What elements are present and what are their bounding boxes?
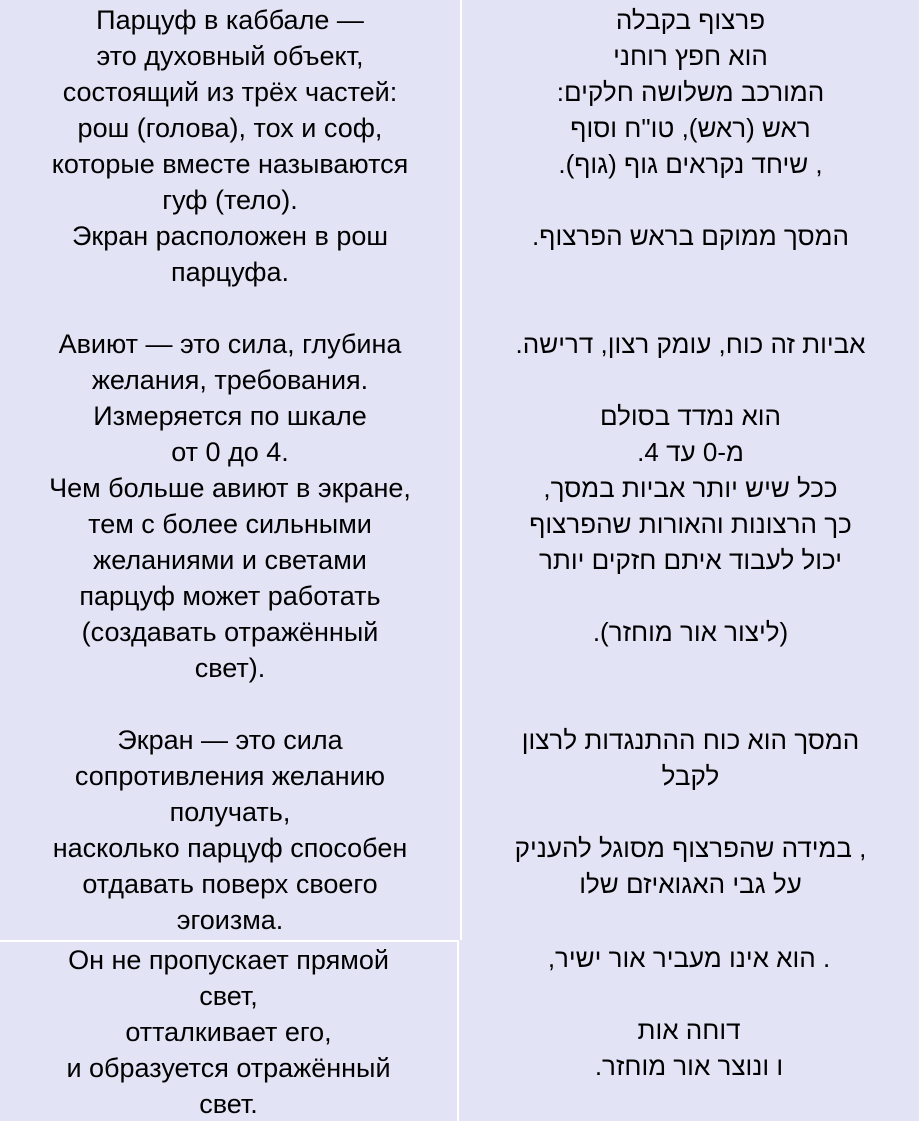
text-line: гуф (тело). xyxy=(162,185,298,215)
text-line: и образуется отражённый xyxy=(66,1053,391,1083)
text-line: לקבל xyxy=(661,761,720,791)
text-line: сопротивления желанию xyxy=(74,761,386,791)
text-line: ראש (ראש), טו"ח וסוף xyxy=(570,113,811,143)
text-line: Он не пропускает прямой xyxy=(68,945,389,975)
table-row-conclusion xyxy=(0,940,919,1121)
text-line: парцуф может работать xyxy=(79,581,381,611)
text-line: от 0 до 4. xyxy=(171,437,289,467)
text-line: הוא נמדד בסולם xyxy=(599,401,782,431)
text-line xyxy=(459,1084,919,1120)
text-line: Экран расположен в рош xyxy=(71,221,389,251)
russian-text-block xyxy=(0,2,460,938)
text-line xyxy=(462,578,919,614)
text-line xyxy=(0,290,460,326)
text-line xyxy=(459,976,919,1012)
text-line: получать, xyxy=(169,797,291,827)
text-line: свет). xyxy=(194,653,266,683)
text-line: Парцуф в каббале — xyxy=(96,5,364,35)
text-line xyxy=(462,362,919,398)
text-line: הוא חפץ רוחני xyxy=(613,41,768,71)
text-line: отталкивает его, xyxy=(125,1017,332,1047)
text-line: ו ונוצר אור מוחזר. xyxy=(594,1051,784,1081)
text-line xyxy=(462,794,919,830)
text-line: Чем больше авиют в экране, xyxy=(49,473,411,503)
text-line: Авиют — это сила, глубина xyxy=(58,329,402,359)
text-line xyxy=(462,650,919,686)
text-line: המסך הוא כוח ההתנגדות לרצון xyxy=(521,725,860,755)
text-line: отдавать поверх своего xyxy=(82,869,378,899)
text-line: рош (голова), тох и соф, xyxy=(77,113,383,143)
text-line: יכול לעבוד איתם חזקים יותר xyxy=(539,545,842,575)
hebrew-conclusion-cell xyxy=(459,940,919,1121)
text-line xyxy=(462,254,919,290)
text-line: Экран — это сила xyxy=(117,725,343,755)
text-line: מ-0 עד 4. xyxy=(637,437,744,467)
text-line: состоящий из трёх частей: xyxy=(62,77,398,107)
text-line: המסך ממוקם בראש הפרצוף. xyxy=(532,221,849,251)
text-line: эгоизма. xyxy=(176,905,284,935)
text-line xyxy=(462,902,919,938)
text-line: свет, xyxy=(199,981,258,1011)
hebrew-conclusion-block xyxy=(459,940,919,1120)
text-line: דוחה אות xyxy=(637,1015,741,1045)
text-line: כך הרצונות והאורות שהפרצוף xyxy=(529,509,852,539)
text-line: , שיחד נקראים גוף (גוף). xyxy=(558,149,823,179)
text-line: желания, требования. xyxy=(91,365,369,395)
text-line: свет. xyxy=(199,1089,258,1119)
hebrew-text-cell xyxy=(462,0,919,940)
text-line: , במידה שהפרצוף מסוגל להעניק xyxy=(514,833,867,863)
text-line: ככל שיש יותר אביות במסך, xyxy=(543,473,838,503)
text-line xyxy=(462,290,919,326)
text-line: желаниями и светами xyxy=(93,545,367,575)
text-line: насколько парцуф способен xyxy=(52,833,408,863)
russian-conclusion-cell xyxy=(0,942,457,1121)
text-line: (создавать отражённый xyxy=(81,617,379,647)
text-line: Измеряется по шкале xyxy=(93,401,367,431)
text-line xyxy=(462,182,919,218)
text-line: тем с более сильными xyxy=(88,509,372,539)
text-line: . הוא אינו מעביר אור ישיר, xyxy=(547,943,831,973)
text-line: которые вместе называются xyxy=(51,149,409,179)
hebrew-text-block xyxy=(462,2,919,938)
text-line: אביות זה כוח, עומק רצון, דרישה. xyxy=(515,329,866,359)
text-line: פרצוף בקבלה xyxy=(615,5,766,35)
text-line: это духовный объект, xyxy=(96,41,364,71)
text-line xyxy=(0,686,460,722)
text-line: парцуфа. xyxy=(170,257,290,287)
text-line xyxy=(462,686,919,722)
text-line: (ליצור אור מוחזר). xyxy=(592,617,789,647)
text-line: על גבי האגואיזם שלו xyxy=(579,869,802,899)
russian-text-cell xyxy=(0,0,460,940)
russian-conclusion-block xyxy=(0,942,457,1121)
text-line: המורכב משלושה חלקים: xyxy=(556,77,825,107)
